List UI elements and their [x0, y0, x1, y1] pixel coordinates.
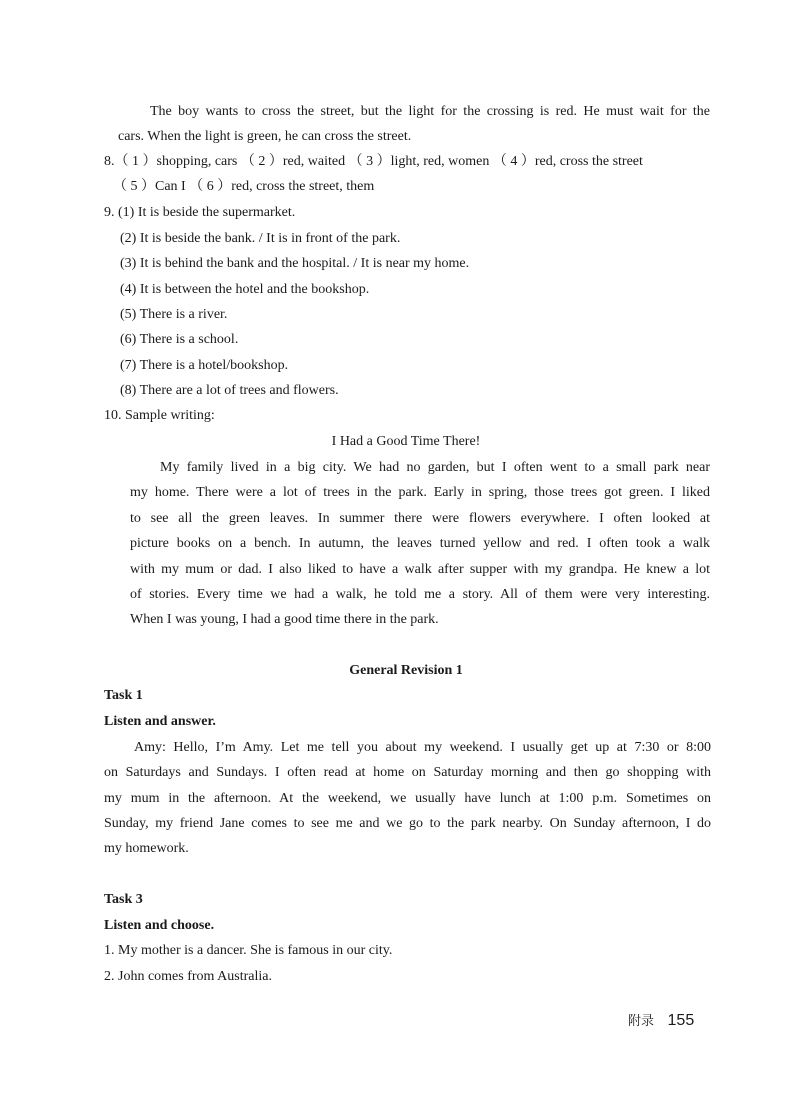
essay-line: When I was young, I had a good time there in the park. [130, 612, 439, 627]
task3-title: Task 3 [104, 892, 143, 907]
essay-line: of stories. Every time we had a walk, he told me a story. All of them were very interesting. [130, 587, 710, 602]
q9-item: (6) There is a school. [120, 332, 239, 347]
task1-title: Task 1 [104, 688, 143, 703]
essay-line: with my mum or dad. I also liked to have a walk after supper with my grandpa. He knew a lot [130, 562, 710, 577]
q9-item: (8) There are a lot of trees and flowers. [120, 383, 339, 398]
section-heading: General Revision 1 [349, 663, 463, 678]
task3-item: 2. John comes from Australia. [104, 969, 272, 984]
q8-line-2: （ 5 ）Can I （ 6 ）red, cross the street, them [113, 179, 375, 194]
task3-subtitle: Listen and choose. [104, 918, 215, 933]
essay-title: I Had a Good Time There! [331, 434, 481, 449]
q8-line-1: 8.（ 1 ）shopping, cars （ 2 ）red, waited （ 3 ）light, red, women （ 4 ）red, cross the street [104, 154, 643, 169]
essay-line: my home. There were a lot of trees in the park. Early in spring, those trees got green. I liked [130, 485, 710, 500]
q9-item: 9. (1) It is beside the supermarket. [104, 205, 296, 220]
page-number: 155 [667, 1012, 695, 1029]
essay-line: picture books on a bench. In autumn, the leaves turned yellow and red. I often took a walk [130, 536, 710, 551]
essay-line: to see all the green leaves. In summer there were flowers everywhere. I often looked at [130, 511, 710, 526]
q9-item: (2) It is beside the bank. / It is in front of the park. [120, 231, 401, 246]
task1-line: Sunday, my friend Jane comes to see me and we go to the park nearby. On Sunday afternoon, I do [104, 816, 711, 831]
q9-item: (7) There is a hotel/bookshop. [120, 358, 289, 373]
q9-item: (4) It is between the hotel and the bookshop. [120, 282, 370, 297]
task1-line: Amy: Hello, I’m Amy. Let me tell you about my weekend. I usually get up at 7:30 or 8:00 [134, 740, 711, 755]
q10-label: 10. Sample writing: [104, 408, 215, 423]
page-footer [628, 1011, 694, 1032]
task1-line: my homework. [104, 841, 189, 856]
task1-line: my mum in the afternoon. At the weekend, we usually have lunch at 1:00 p.m. Sometimes on [104, 791, 711, 806]
q9-item: (3) It is behind the bank and the hospital. / It is near my home. [120, 256, 470, 271]
q9-item: (5) There is a river. [120, 307, 228, 322]
task1-subtitle: Listen and answer. [104, 714, 216, 729]
intro-line-1: The boy wants to cross the street, but the light for the crossing is red. He must wait for the [150, 104, 710, 119]
essay-line: My family lived in a big city. We had no garden, but I often went to a small park near [160, 460, 710, 475]
appendix-label: 附录 [628, 1014, 655, 1029]
intro-line-2: cars. When the light is green, he can cross the street. [118, 129, 412, 144]
task1-line: on Saturdays and Sundays. I often read at home on Saturday morning and then go shopping with [104, 765, 711, 780]
task3-item: 1. My mother is a dancer. She is famous in our city. [104, 943, 393, 958]
